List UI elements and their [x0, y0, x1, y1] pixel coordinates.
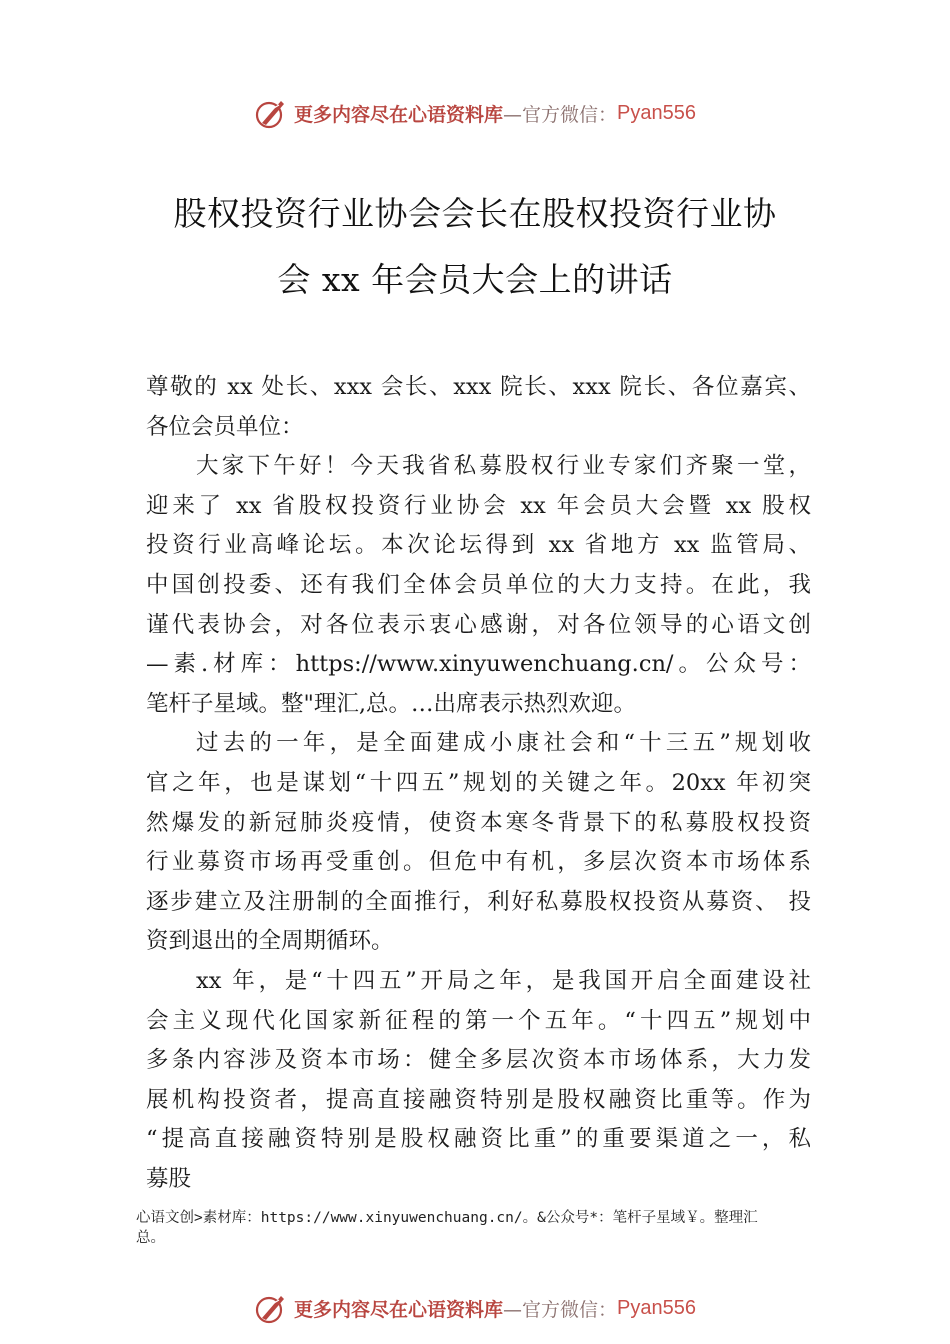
- body-line: 各位会员单位：: [146, 413, 304, 440]
- body-line: 谨代表协会，对各位表示衷心感谢，对各位领导的心语文创: [146, 611, 811, 638]
- body-line: 尊敬的 xx 处长、xxx 会长、xxx 院长、xxx 院长、各位嘉宾、: [146, 374, 811, 400]
- banner-library-text: 更多内容尽在心语资料库: [294, 103, 504, 126]
- quill-circle-logo-icon: [254, 96, 288, 130]
- footer-note: [136, 1208, 816, 1248]
- body-line: 募股: [146, 1165, 192, 1192]
- banner-official-wechat-label: —官方微信：: [503, 103, 618, 126]
- header-banner: [0, 93, 950, 133]
- body-line: 多条内容涉及资本市场：健全多层次资本市场体系，大力发: [146, 1047, 811, 1074]
- body-line: 迎来了 xx 省股权投资行业协会 xx 年会员大会暨 xx 股权: [146, 492, 811, 519]
- body-line: 行业募资市场再受重创。但危中有机，多层次资本市场体系: [146, 849, 811, 876]
- body-line: 笔杆子星域。整"理汇,总。…出席表示热烈欢迎。: [146, 690, 637, 717]
- document-title-line-1: 股权投资行业协会会长在股权投资行业协: [173, 194, 777, 233]
- footer-banner: [0, 1288, 950, 1328]
- body-line: 官之年，也是谋划“十四五”规划的关键之年。20xx 年初突: [146, 769, 811, 796]
- body-line: 过去的一年，是全面建成小康社会和“十三五”规划收: [196, 730, 811, 757]
- banner-wechat-id: Pyan556: [617, 1296, 696, 1319]
- body-line: —素.材库：https://www.xinyuwenchuang.cn/。公众号：: [146, 651, 811, 678]
- banner-library-text: 更多内容尽在心语资料库: [294, 1298, 504, 1321]
- footer-note-line-1: 心语文创>素材库：https://www.xinyuwenchuang.cn/。&公众号*：笔杆子星域￥。整理汇: [136, 1210, 758, 1226]
- banner-wechat-id: Pyan556: [617, 101, 696, 124]
- footer-note-line-2: 总。: [136, 1230, 165, 1246]
- banner-official-wechat-label: —官方微信：: [503, 1298, 618, 1321]
- body-line: 大家下午好！今天我省私募股权行业专家们齐聚一堂，: [196, 453, 811, 480]
- speech-body: [146, 368, 811, 1199]
- body-line: 展机构投资者，提高直接融资特别是股权融资比重等。作为: [146, 1086, 811, 1113]
- body-line: “提高直接融资特别是股权融资比重”的重要渠道之一，私: [146, 1126, 811, 1153]
- body-line: 中国创投委、还有我们全体会员单位的大力支持。在此，我: [146, 571, 811, 598]
- quill-circle-logo-icon: [254, 1291, 288, 1325]
- body-line: 然爆发的新冠肺炎疫情，使资本寒冬背景下的私募股权投资: [146, 809, 811, 836]
- document-title-line-2: 会 xx 年会员大会上的讲话: [277, 260, 673, 299]
- body-line: 投资行业高峰论坛。本次论坛得到 xx 省地方 xx 监管局、: [146, 532, 811, 559]
- body-line: 资到退出的全周期循环。: [146, 928, 394, 955]
- body-line: 会主义现代化国家新征程的第一个五年。“十四五”规划中: [146, 1007, 811, 1034]
- body-line: xx 年，是“十四五”开局之年，是我国开启全面建设社: [196, 967, 811, 994]
- body-line: 逐步建立及注册制的全面推行，利好私募股权投资从募资、 投: [146, 888, 811, 915]
